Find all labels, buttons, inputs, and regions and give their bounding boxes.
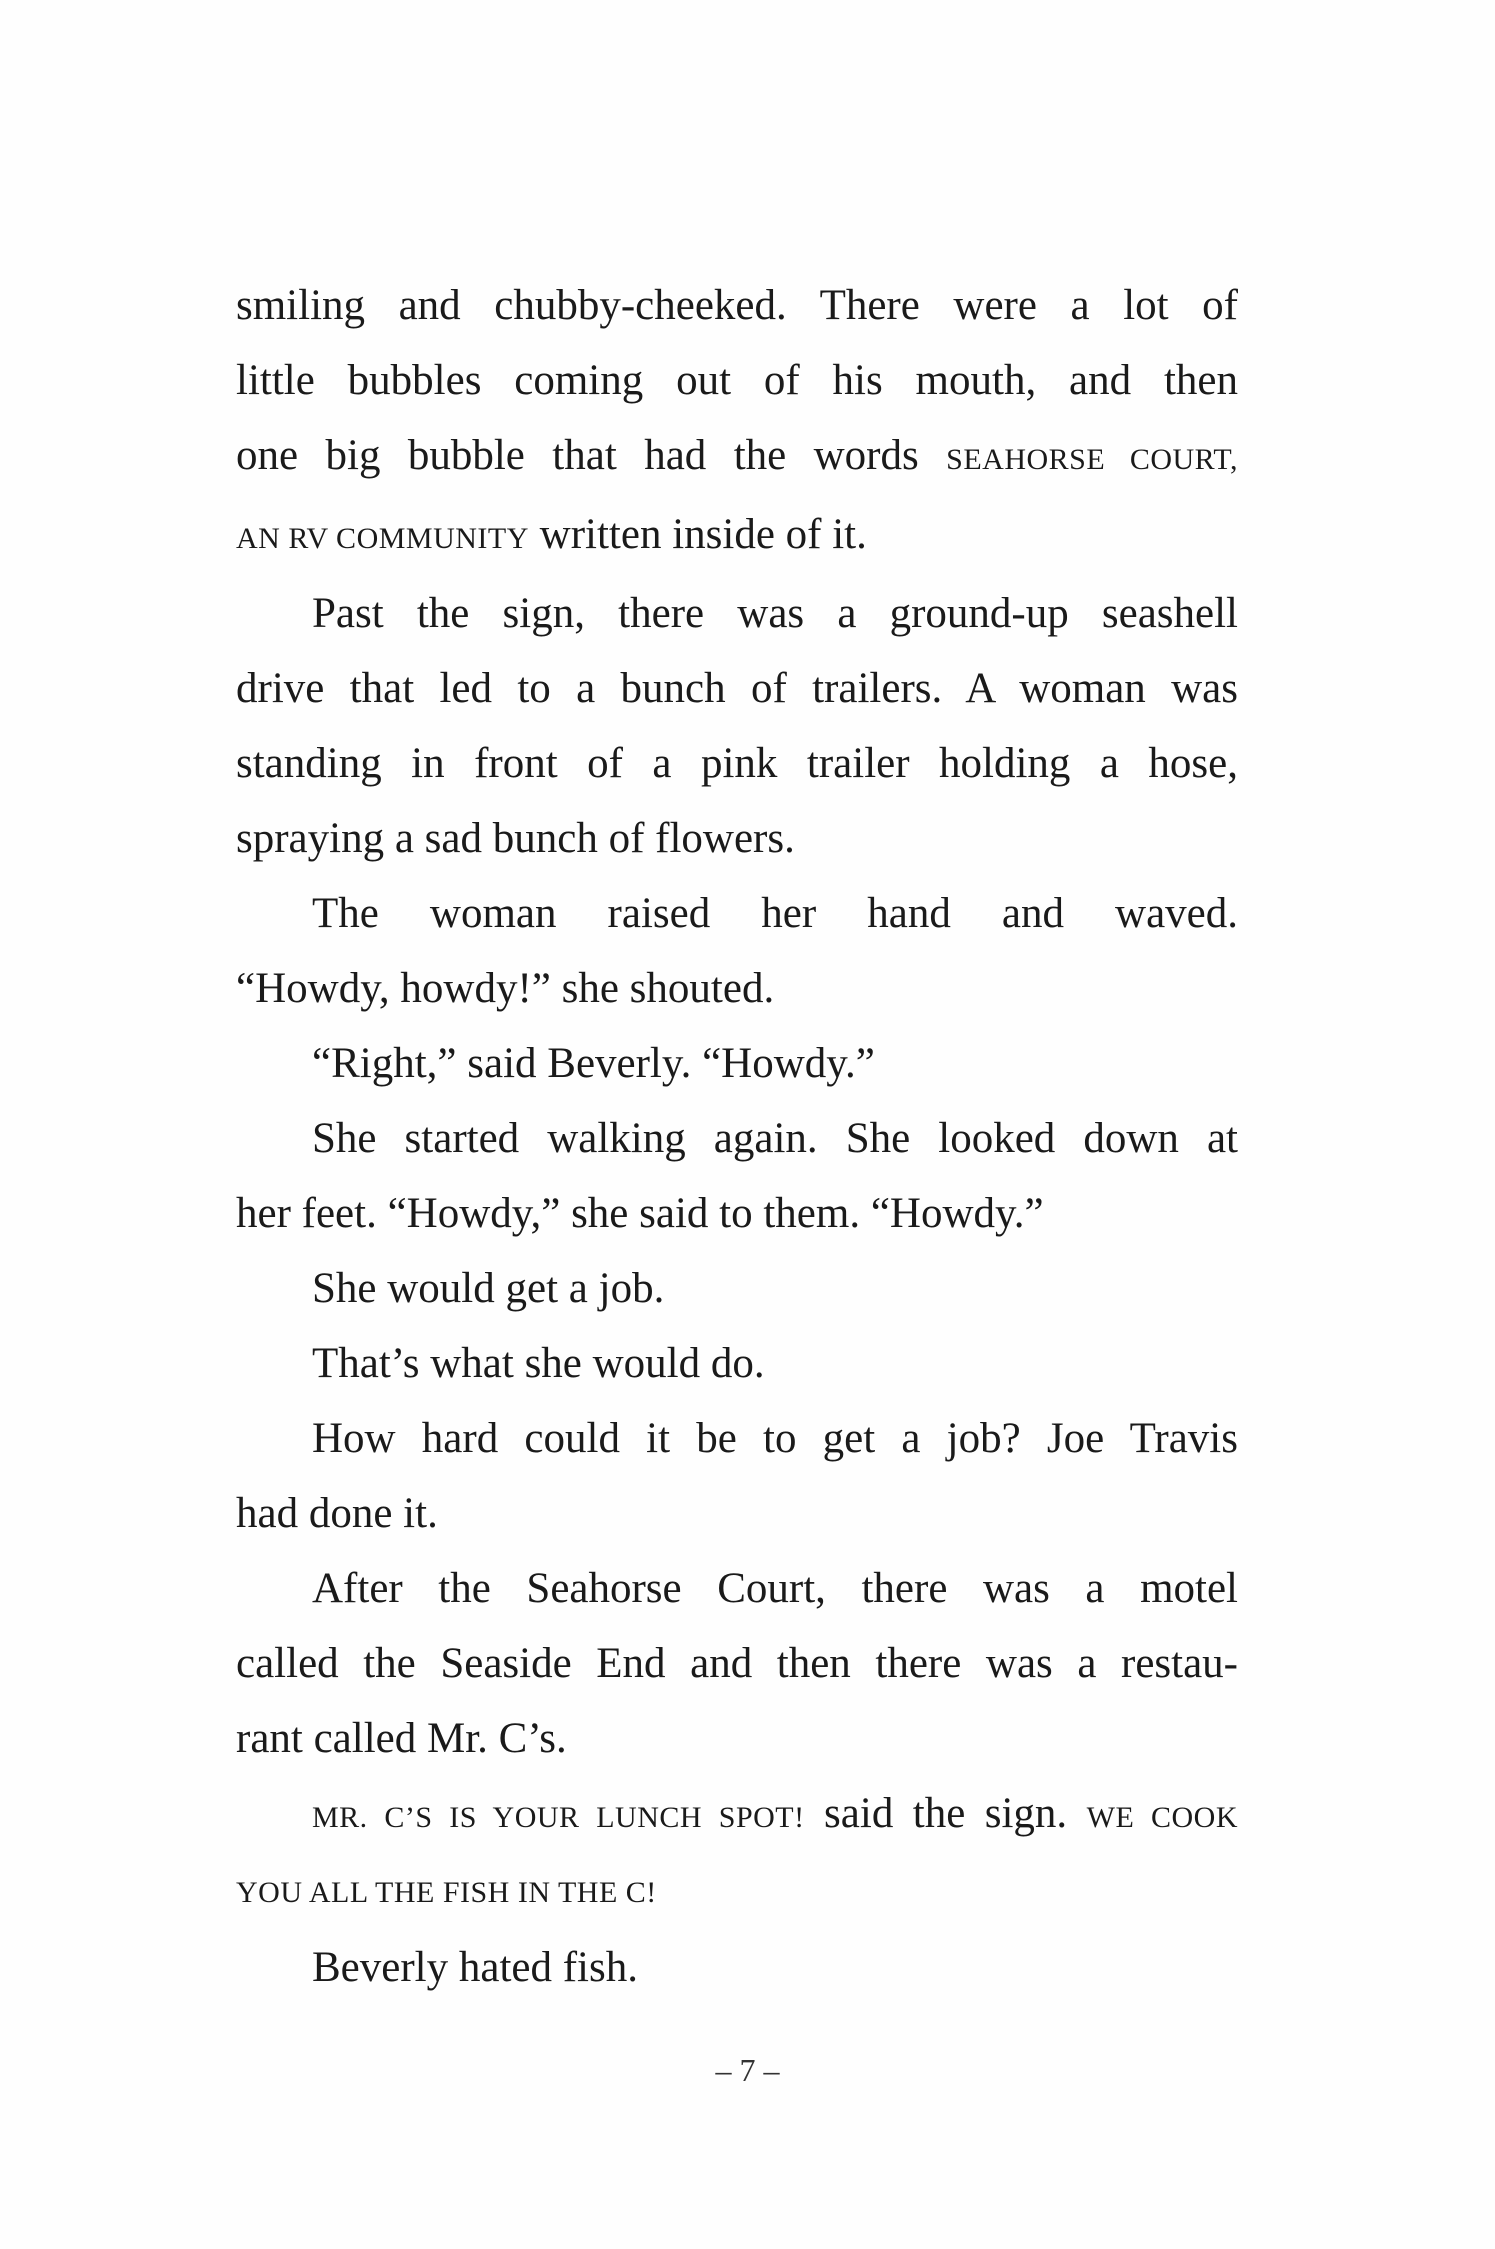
text-line: had done it.: [236, 1490, 438, 1537]
paragraph-9: [236, 1551, 1238, 1776]
text-line: After the Seahorse Court, there was a motel: [312, 1565, 1238, 1612]
paragraph-4: [236, 1026, 1238, 1101]
text-line: How hard could it be to get a job? Joe Travis: [312, 1415, 1238, 1462]
text-line: The woman raised her hand and waved.: [312, 890, 1238, 937]
text-line: [236, 1776, 1238, 1855]
sign-text: WE COOK: [1086, 1801, 1238, 1834]
sign-text: AN RV COMMUNITY: [236, 522, 529, 555]
sign-text: SEAHORSE COURT,: [946, 443, 1238, 476]
text-line: She started walking again. She looked down at: [312, 1115, 1238, 1162]
text-line: rant called Mr. C’s.: [236, 1715, 567, 1762]
text-line: She would get a job.: [312, 1265, 665, 1312]
paragraph-11: [236, 1930, 1238, 2005]
text-run: said the sign.: [804, 1790, 1087, 1837]
text-line: spraying a sad bunch of flowers.: [236, 815, 795, 862]
text-run: written inside of it.: [528, 511, 867, 558]
text-line: standing in front of a pink trailer holding a hose,: [236, 740, 1238, 787]
text-line: little bubbles coming out of his mouth, and then: [236, 357, 1238, 404]
text-line: her feet. “Howdy,” she said to them. “Howdy.”: [236, 1190, 1044, 1237]
paragraph-3: [236, 876, 1238, 1026]
text-line: “Howdy, howdy!” she shouted.: [236, 965, 775, 1012]
paragraph-7: [236, 1326, 1238, 1401]
paragraph-8: [236, 1401, 1238, 1551]
text-line: [236, 418, 1238, 497]
paragraph-2: [236, 576, 1238, 876]
text-line: called the Seaside End and then there was a restau-: [236, 1640, 1238, 1687]
paragraph-5: [236, 1101, 1238, 1251]
text-line: Past the sign, there was a ground-up seashell: [312, 590, 1238, 637]
page-number: – 7 –: [715, 2052, 780, 2088]
paragraph-10: [236, 1776, 1238, 1930]
body-text: [236, 268, 1238, 2005]
paragraph-6: [236, 1251, 1238, 1326]
sign-text: MR. C’S IS YOUR LUNCH SPOT!: [312, 1801, 805, 1834]
paragraph-1: [236, 268, 1238, 576]
text-line: smiling and chubby-cheeked. There were a lot of: [236, 282, 1238, 329]
text-line: “Right,” said Beverly. “Howdy.”: [312, 1040, 875, 1087]
text-run: one big bubble that had the words: [236, 432, 947, 479]
sign-text: YOU ALL THE FISH IN THE C!: [236, 1876, 657, 1909]
text-line: drive that led to a bunch of trailers. A woman was: [236, 665, 1238, 712]
text-line: [236, 497, 1238, 576]
text-line: Beverly hated fish.: [312, 1944, 638, 1991]
text-line: That’s what she would do.: [312, 1340, 765, 1387]
